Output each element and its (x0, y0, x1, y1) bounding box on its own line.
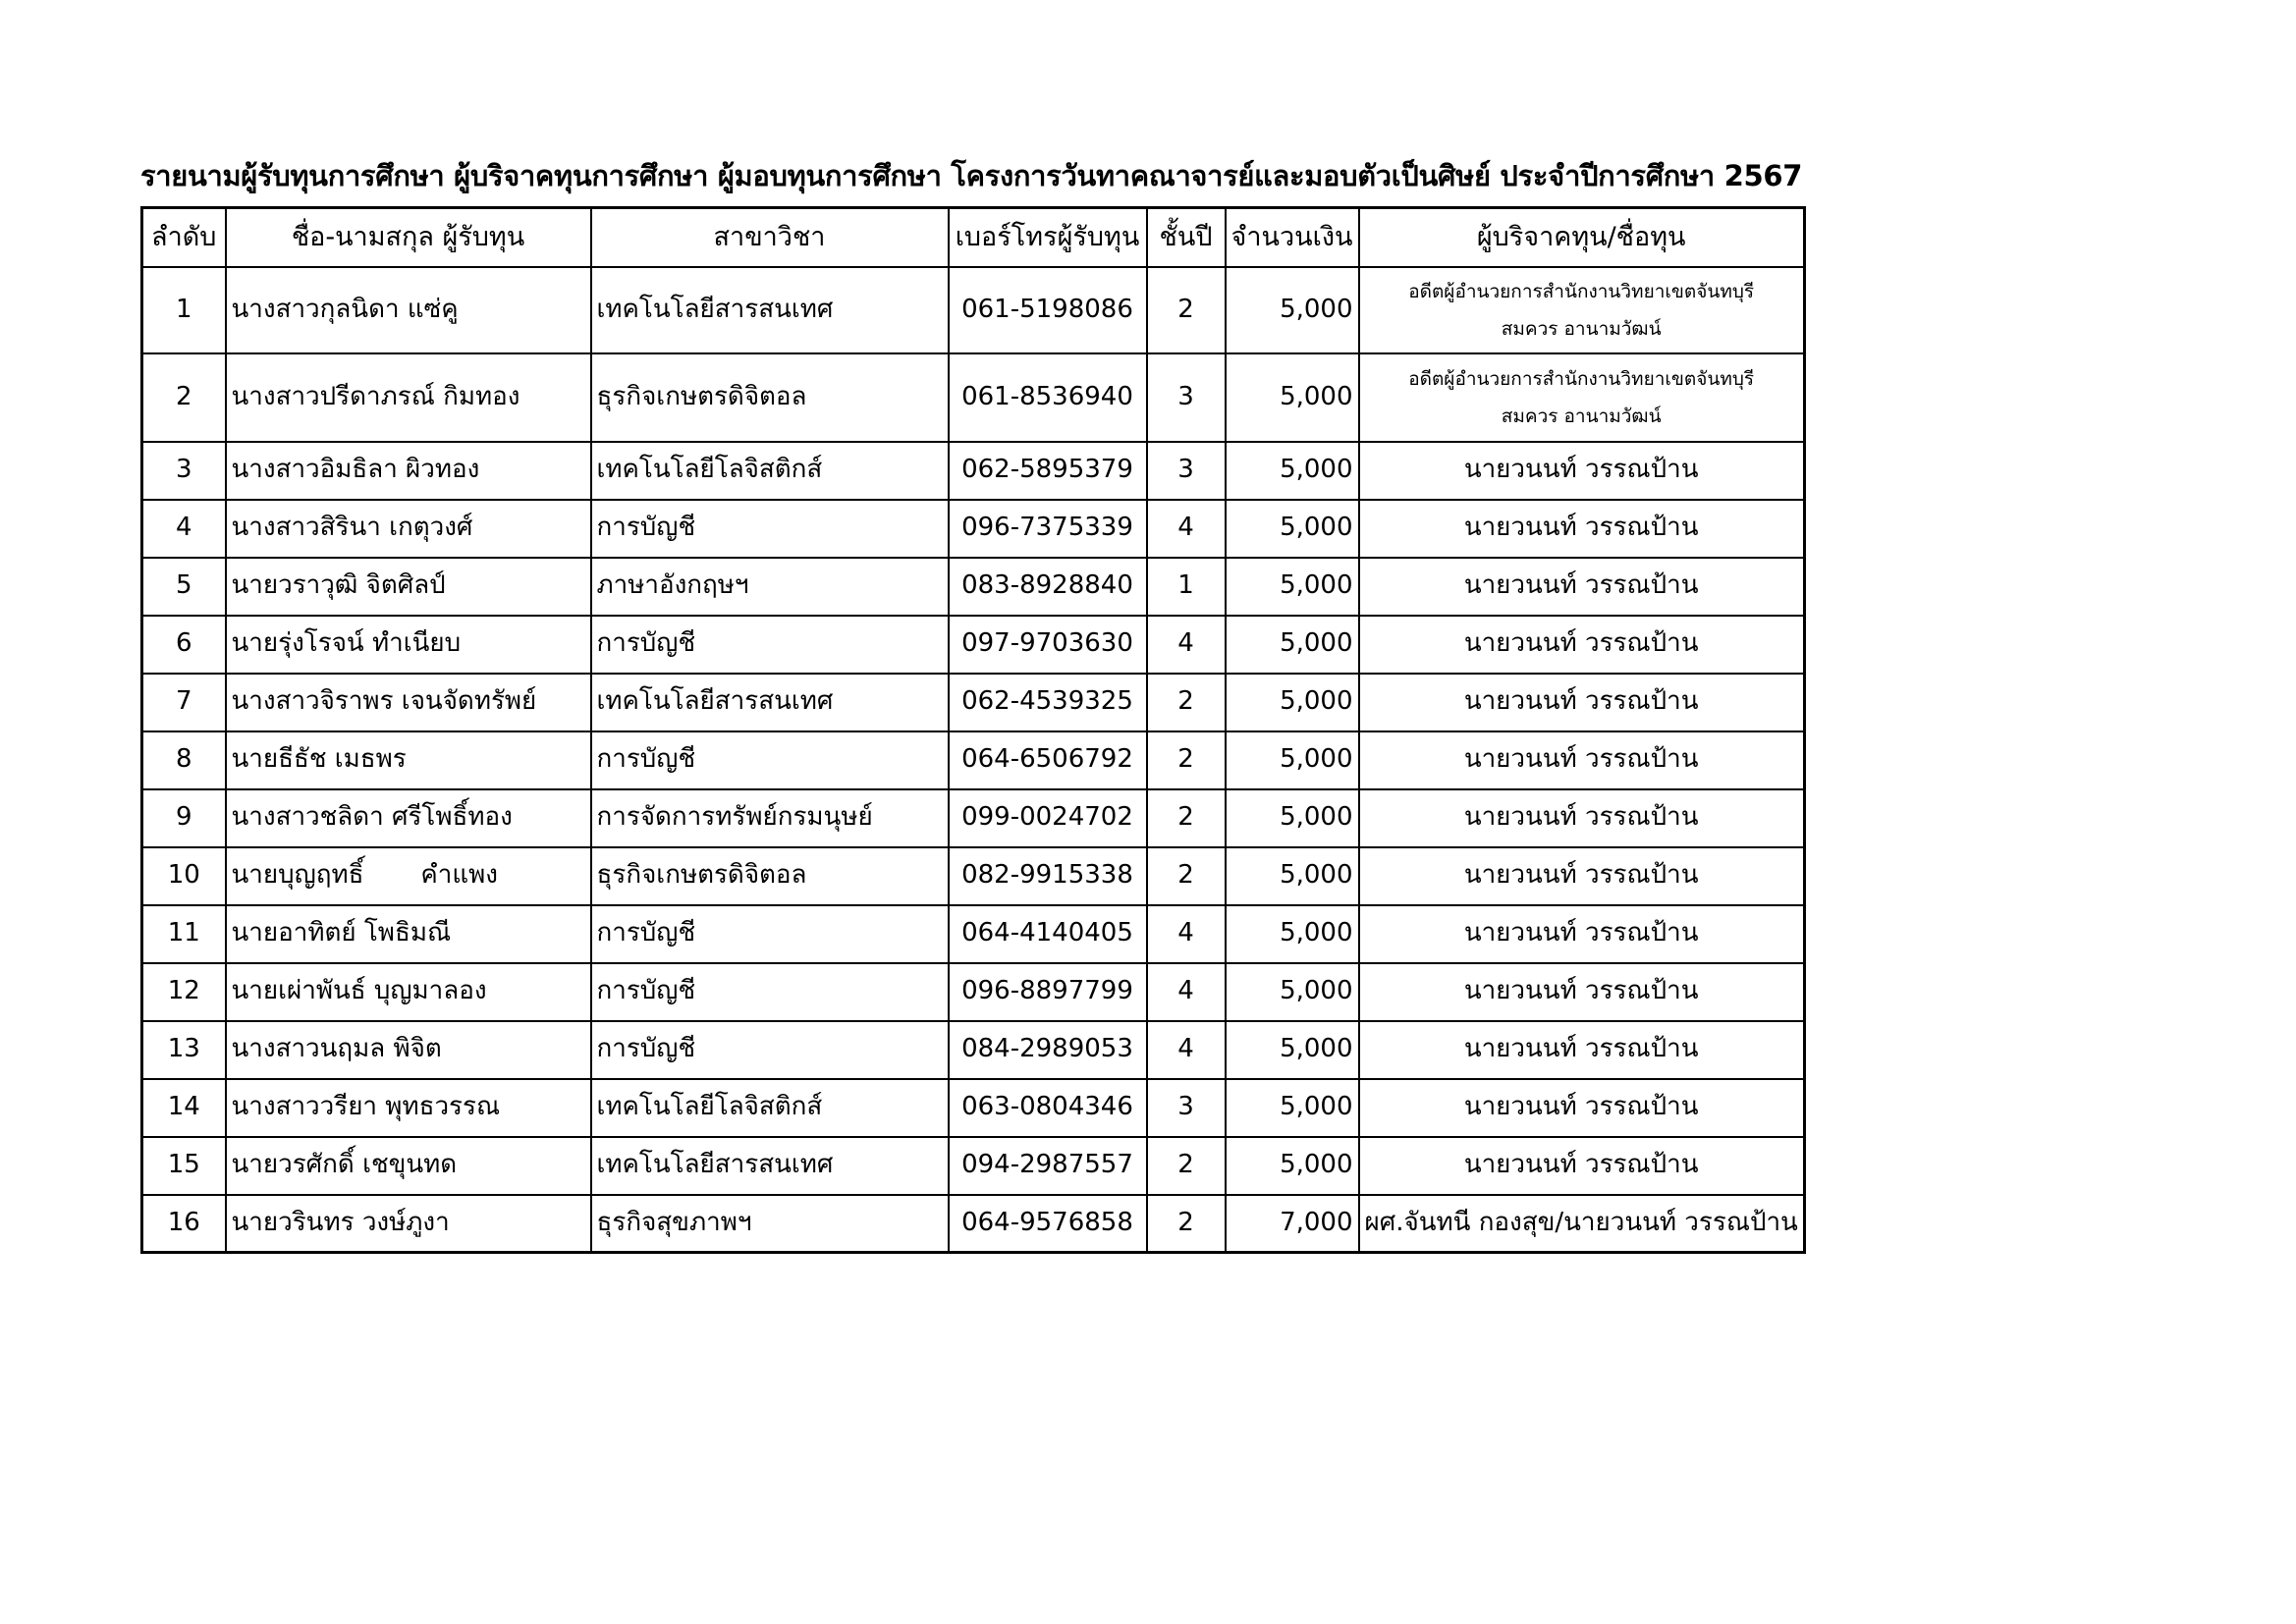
cell-major: การบัญชี (591, 731, 949, 789)
cell-donor: นายวนนท์ วรรณป้าน (1359, 731, 1805, 789)
cell-amount: 5,000 (1226, 616, 1359, 674)
donor-line-2: สมควร อานามวัฒน์ (1501, 405, 1662, 427)
cell-amount: 5,000 (1226, 1137, 1359, 1195)
cell-no: 11 (142, 905, 226, 963)
cell-donor (1359, 353, 1805, 442)
cell-major: เทคโนโลยีสารสนเทศ (591, 674, 949, 731)
cell-major: เทคโนโลยีสารสนเทศ (591, 1137, 949, 1195)
cell-no: 2 (142, 353, 226, 442)
cell-phone: 062-4539325 (949, 674, 1147, 731)
cell-donor: นายวนนท์ วรรณป้าน (1359, 847, 1805, 905)
cell-major: การบัญชี (591, 500, 949, 558)
header-major: สาขาวิชา (591, 208, 949, 267)
cell-name: นางสาวชลิดา ศรีโพธิ์ทอง (226, 789, 591, 847)
cell-phone: 096-8897799 (949, 963, 1147, 1021)
cell-year: 3 (1147, 442, 1226, 500)
cell-major: ธุรกิจเกษตรดิจิตอล (591, 847, 949, 905)
cell-phone: 064-6506792 (949, 731, 1147, 789)
cell-donor: นายวนนท์ วรรณป้าน (1359, 1079, 1805, 1137)
cell-amount: 5,000 (1226, 905, 1359, 963)
cell-donor (1359, 267, 1805, 353)
cell-phone: 096-7375339 (949, 500, 1147, 558)
header-amount: จำนวนเงิน (1226, 208, 1359, 267)
cell-no: 9 (142, 789, 226, 847)
donor-line-1: อดีตผู้อำนวยการสำนักงานวิทยาเขตจันทบุรี (1408, 367, 1755, 390)
cell-donor: นายวนนท์ วรรณป้าน (1359, 500, 1805, 558)
table-row (142, 442, 1805, 500)
cell-major: การบัญชี (591, 963, 949, 1021)
header-donor: ผู้บริจาคทุน/ชื่อทุน (1359, 208, 1805, 267)
cell-phone: 099-0024702 (949, 789, 1147, 847)
cell-year: 1 (1147, 558, 1226, 616)
cell-year: 2 (1147, 789, 1226, 847)
table-row (142, 1079, 1805, 1137)
table-row (142, 353, 1805, 442)
document-title: รายนามผู้รับทุนการศึกษา ผู้บริจาคทุนการศึกษา ผู้มอบทุนการศึกษา โครงการวันทาคณาจารย์และมอบตัวเป็นศิษย์ ประจำปีการศึกษา 2567 (140, 159, 1803, 192)
cell-major: ธุรกิจสุขภาพฯ (591, 1195, 949, 1253)
cell-phone: 061-8536940 (949, 353, 1147, 442)
table-row (142, 1137, 1805, 1195)
table-row (142, 963, 1805, 1021)
cell-major: ภาษาอังกฤษฯ (591, 558, 949, 616)
cell-major: ธุรกิจเกษตรดิจิตอล (591, 353, 949, 442)
cell-amount: 7,000 (1226, 1195, 1359, 1253)
cell-major: เทคโนโลยีโลจิสติกส์ (591, 1079, 949, 1137)
cell-amount: 5,000 (1226, 847, 1359, 905)
cell-donor: นายวนนท์ วรรณป้าน (1359, 789, 1805, 847)
cell-major: การบัญชี (591, 1021, 949, 1079)
cell-phone: 064-4140405 (949, 905, 1147, 963)
cell-phone: 062-5895379 (949, 442, 1147, 500)
cell-year: 4 (1147, 905, 1226, 963)
cell-donor: นายวนนท์ วรรณป้าน (1359, 674, 1805, 731)
cell-name: นางสาววรียา พุทธวรรณ (226, 1079, 591, 1137)
cell-name: นายวรศักดิ์ เชขุนทด (226, 1137, 591, 1195)
cell-amount: 5,000 (1226, 1021, 1359, 1079)
cell-amount: 5,000 (1226, 442, 1359, 500)
cell-year: 4 (1147, 616, 1226, 674)
cell-amount: 5,000 (1226, 731, 1359, 789)
cell-major: การบัญชี (591, 616, 949, 674)
donor-line-1: อดีตผู้อำนวยการสำนักงานวิทยาเขตจันทบุรี (1408, 280, 1755, 302)
cell-name: นางสาวอิมธิลา ผิวทอง (226, 442, 591, 500)
cell-amount: 5,000 (1226, 353, 1359, 442)
table-row (142, 267, 1805, 353)
table-row (142, 500, 1805, 558)
cell-year: 2 (1147, 1137, 1226, 1195)
cell-name: นายธีธัช เมธพร (226, 731, 591, 789)
cell-no: 15 (142, 1137, 226, 1195)
cell-year: 4 (1147, 500, 1226, 558)
cell-year: 4 (1147, 1021, 1226, 1079)
scholarship-table (140, 206, 1806, 1254)
cell-name: นายอาทิตย์ โพธิมณี (226, 905, 591, 963)
table-row (142, 558, 1805, 616)
cell-no: 13 (142, 1021, 226, 1079)
cell-donor: นายวนนท์ วรรณป้าน (1359, 616, 1805, 674)
cell-year: 3 (1147, 353, 1226, 442)
table-row (142, 847, 1805, 905)
cell-amount: 5,000 (1226, 789, 1359, 847)
cell-no: 14 (142, 1079, 226, 1137)
header-name: ชื่อ-นามสกุล ผู้รับทุน (226, 208, 591, 267)
header-no: ลำดับ (142, 208, 226, 267)
cell-major: เทคโนโลยีสารสนเทศ (591, 267, 949, 353)
table-row (142, 905, 1805, 963)
cell-phone: 083-8928840 (949, 558, 1147, 616)
cell-no: 10 (142, 847, 226, 905)
table-row (142, 1195, 1805, 1253)
cell-year: 2 (1147, 1195, 1226, 1253)
cell-phone: 094-2987557 (949, 1137, 1147, 1195)
cell-donor: ผศ.จันทนี กองสุข/นายวนนท์ วรรณป้าน (1359, 1195, 1805, 1253)
cell-no: 12 (142, 963, 226, 1021)
cell-amount: 5,000 (1226, 674, 1359, 731)
cell-name: นายวรินทร วงษ์ภูงา (226, 1195, 591, 1253)
cell-major: เทคโนโลยีโลจิสติกส์ (591, 442, 949, 500)
cell-amount: 5,000 (1226, 1079, 1359, 1137)
cell-no: 8 (142, 731, 226, 789)
cell-amount: 5,000 (1226, 267, 1359, 353)
cell-year: 2 (1147, 847, 1226, 905)
cell-no: 1 (142, 267, 226, 353)
cell-donor: นายวนนท์ วรรณป้าน (1359, 1137, 1805, 1195)
cell-year: 4 (1147, 963, 1226, 1021)
cell-year: 3 (1147, 1079, 1226, 1137)
table-row (142, 1021, 1805, 1079)
cell-amount: 5,000 (1226, 558, 1359, 616)
cell-phone: 061-5198086 (949, 267, 1147, 353)
cell-donor: นายวนนท์ วรรณป้าน (1359, 963, 1805, 1021)
cell-donor: นายวนนท์ วรรณป้าน (1359, 558, 1805, 616)
cell-phone: 084-2989053 (949, 1021, 1147, 1079)
donor-line-2: สมควร อานามวัฒน์ (1501, 317, 1662, 340)
cell-no: 3 (142, 442, 226, 500)
cell-no: 4 (142, 500, 226, 558)
header-year: ชั้นปี (1147, 208, 1226, 267)
cell-phone: 082-9915338 (949, 847, 1147, 905)
cell-major: การบัญชี (591, 905, 949, 963)
cell-year: 2 (1147, 267, 1226, 353)
cell-name: นายเผ่าพันธ์ บุญมาลอง (226, 963, 591, 1021)
table-row (142, 674, 1805, 731)
cell-no: 6 (142, 616, 226, 674)
cell-name: นางสาวนฤมล พิจิต (226, 1021, 591, 1079)
cell-name: นางสาวกุลนิดา แซ่คู (226, 267, 591, 353)
cell-phone: 063-0804346 (949, 1079, 1147, 1137)
cell-name: นายรุ่งโรจน์ ทำเนียบ (226, 616, 591, 674)
cell-phone: 064-9576858 (949, 1195, 1147, 1253)
cell-year: 2 (1147, 674, 1226, 731)
cell-donor: นายวนนท์ วรรณป้าน (1359, 442, 1805, 500)
cell-name: นางสาวจิราพร เจนจัดทรัพย์ (226, 674, 591, 731)
cell-donor: นายวนนท์ วรรณป้าน (1359, 905, 1805, 963)
cell-phone: 097-9703630 (949, 616, 1147, 674)
cell-donor: นายวนนท์ วรรณป้าน (1359, 1021, 1805, 1079)
cell-no: 16 (142, 1195, 226, 1253)
table-row (142, 616, 1805, 674)
cell-major: การจัดการทรัพย์กรมนุษย์ (591, 789, 949, 847)
table-row (142, 731, 1805, 789)
header-phone: เบอร์โทรผู้รับทุน (949, 208, 1147, 267)
cell-amount: 5,000 (1226, 500, 1359, 558)
cell-year: 2 (1147, 731, 1226, 789)
table-header-row (142, 208, 1805, 267)
cell-name: นายบุญฤทธิ์ คำแพง (226, 847, 591, 905)
cell-name: นายวราวุฒิ จิตศิลป์ (226, 558, 591, 616)
cell-name: นางสาวสิรินา เกตุวงศ์ (226, 500, 591, 558)
cell-amount: 5,000 (1226, 963, 1359, 1021)
cell-no: 5 (142, 558, 226, 616)
cell-no: 7 (142, 674, 226, 731)
cell-name: นางสาวปรีดาภรณ์ กิมทอง (226, 353, 591, 442)
table-row (142, 789, 1805, 847)
